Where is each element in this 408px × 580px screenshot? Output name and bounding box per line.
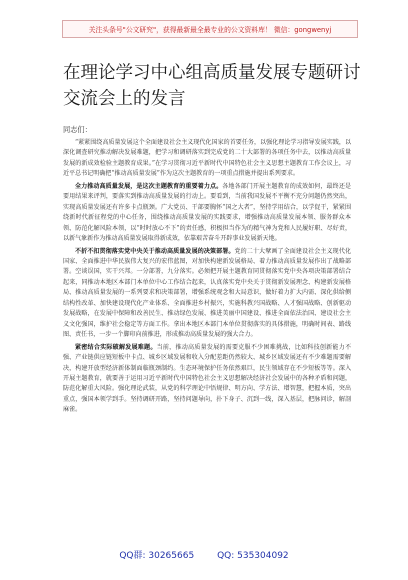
salutation: 同志们：	[63, 125, 92, 134]
document-body	[63, 138, 351, 418]
paragraph-text: “紧紧围绕高质量发展这个全面建设社会主义现代化国家的首要任务，以强化理论学习指导发展实践，以深化调查研究推动解决发展难题，把学习和调研落实到完成党的二十大部署的各项任务中去，以推动高质量发展的新成效检验主题教育成果。”在学习贯彻习近平新时代中国特色社会主义思想主题教育工作会议上，习近平总书记明确把“推动高质量发展”作为这次主题教育的一项重点措施并提出系列要求。	[63, 139, 351, 178]
paragraph-lead: 不折不扣贯彻落实党中央关于推动高质量发展的决策部署。	[75, 247, 235, 255]
paragraph-lead: 紧密结合实际破解发展难题。	[75, 343, 157, 351]
promo-banner-text: 关注头条号"公文研究"，获得最新最全最专业的公文资料库！ 微信：gongwenyj	[88, 26, 332, 34]
paragraph	[63, 247, 351, 341]
document-title: 在理论学习中心组高质量发展专题研讨交流会上的发言	[63, 63, 361, 109]
paragraph	[63, 343, 351, 416]
paragraph	[63, 182, 351, 245]
paragraph-text: 党的二十大擘画了全面建设社会主义现代化国家、全面推进中华民族伟大复兴的宏伟蓝图，对加快构建新发展格局、着力推动高质量发展作出了战略部署。空谈误国，实干兴邦。一分部署，九分落实。必须把开展主题教育同贯彻落实党中央各项决策部署结合起来，同推动本地区本部门本单位中心工作结合起来，认真落实党中央关于贯彻新发展理念、构建新发展格局、推动高质量发展的一系列要求和决策部署，增强系统观念和大局意识，做好着力扩大内需、深化供给侧结构性改革、加快建设现代化产业体系、全面推进乡村振兴，实施科教兴国战略、人才强国战略、创新驱动发展战略，在发展中保障和改善民生、推动绿色发展、推进美丽中国建设、推进全面依法治国、建设社会主义文化强国，维护社会稳定等方面工作。拿出本地区本部门本单位贯彻落实的具体措施，明确时间表、路线图、责任书，一步一个脚印向前推进，形成推动高质量发展的强大合力。	[63, 247, 351, 339]
footer-qq-group: QQ群: 30265665	[119, 551, 195, 561]
paragraph	[63, 138, 351, 180]
footer-contact	[0, 548, 408, 561]
promo-banner	[62, 20, 358, 38]
paragraph-text: 各地各部门开展主题教育的成效如何，最终还是要用结果来评判，要落实到推动高质量发展的行动上。要看到，当前我国发展不平衡不充分问题仍然突出，实现高质量发展还有许多卡点瓶颈。广大党员、干部要胸怀“国之大者”，坚持学用结合，以学促干，紧紧围绕新时代新征程党的中心任务，围绕推动高质量发展的实践要求，增强推动高质量发展本领、服务群众本领、防范化解风险本领，以“时时放心不下”的责任感，积极担当作为的精气神为党和人民履好职、尽好责，以新气象新作为推动高质量发展取得新成效，依靠艰苦奋斗开辟事业发展新天地。	[63, 182, 352, 243]
paragraph-lead: 全力推动高质量发展，是这次主题教育的重要着力点。	[75, 182, 223, 190]
paragraph-text: 当前，推动高质量发展的需要克服不少困难挑战，比如科技创新能力不强、产业链供应链短板中卡点、城乡区域发展和收入分配差距仍然较大、城乡区域发展还有不少难题需要解决，构建开放型经济新体制面临瓶颈制约。生态环境保护任务依然艰巨，民生领域存在不少短板等等。深入开展主题教育，就要善于运用习近平新时代中国特色社会主义思想解决经济社会发展中的各种矛盾和问题，防范化解重大风险。强化理论武装，从党的科学理论中悟规律、明方向、学方法、增智慧，把握本质，突出重点，强国本领学到手。坚持调研开路，坚持问题导向，扑下身子、沉到一线，深入基层，把脉问诊，解剖麻雀。	[63, 343, 352, 414]
footer-qq: QQ: 535304092	[217, 551, 289, 561]
